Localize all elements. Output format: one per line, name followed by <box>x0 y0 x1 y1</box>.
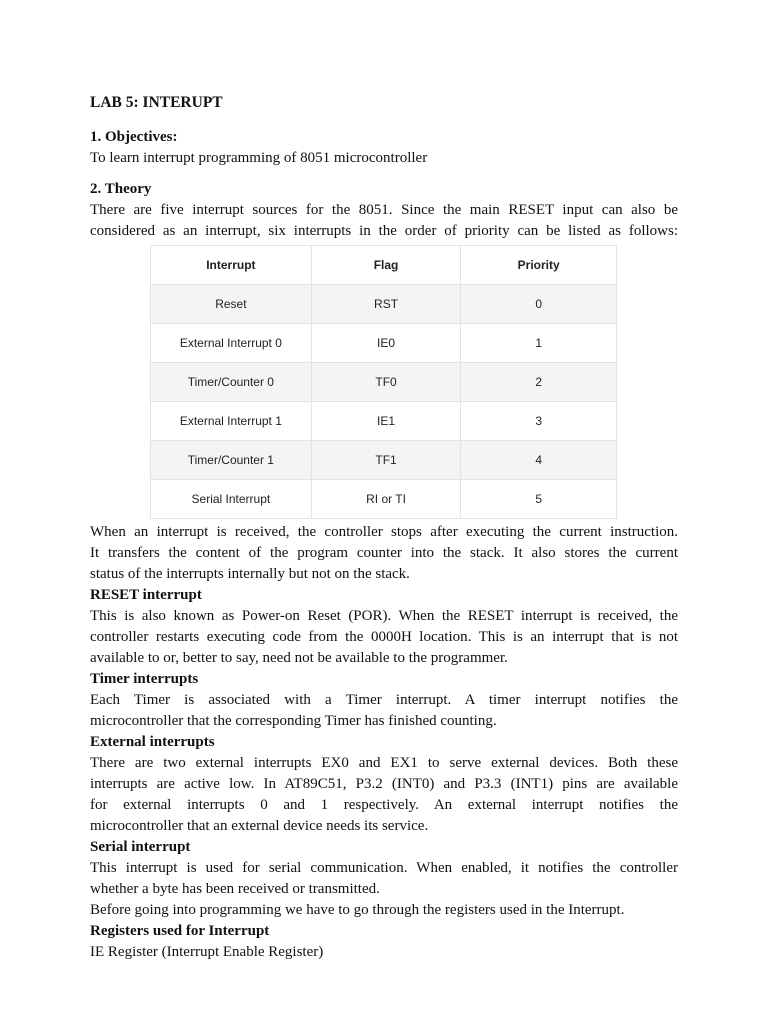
serial-line: whether a byte has been received or transmitted. <box>90 881 380 897</box>
serial-line: Before going into programming we have to go through the registers used in the Interrupt. <box>90 902 625 918</box>
document-content <box>90 92 678 963</box>
reset-line: available to or, better to say, need not be available to the programmer. <box>90 650 508 666</box>
registers-heading: Registers used for Interrupt <box>90 923 270 939</box>
reset-line: controller restarts executing code from the 0000H location. This is an interrupt that is not <box>90 629 678 645</box>
external-line: microcontroller that an external device needs its service. <box>90 818 429 834</box>
cell-interrupt: External Interrupt 1 <box>151 402 312 441</box>
cell-priority: 4 <box>461 441 617 480</box>
cell-flag: RI or TI <box>311 480 461 519</box>
after-table-line: When an interrupt is received, the controller stops after executing the current instruction. <box>90 524 678 540</box>
table-row <box>151 441 617 480</box>
cell-flag: TF0 <box>311 363 461 402</box>
cell-priority: 0 <box>461 285 617 324</box>
theory-heading: 2. Theory <box>90 181 152 197</box>
registers-text: IE Register (Interrupt Enable Register) <box>90 944 324 960</box>
table-row <box>151 285 617 324</box>
header-flag: Flag <box>311 246 461 285</box>
theory-intro-line: There are five interrupt sources for the 8051. Since the main RESET input can also be <box>90 202 678 218</box>
cell-interrupt: Timer/Counter 0 <box>151 363 312 402</box>
table-row <box>151 402 617 441</box>
cell-priority: 5 <box>461 480 617 519</box>
cell-flag: RST <box>311 285 461 324</box>
cell-flag: IE0 <box>311 324 461 363</box>
page-title: LAB 5: INTERUPT <box>90 94 223 111</box>
external-line: There are two external interrupts EX0 and EX1 to serve external devices. Both these <box>90 755 678 771</box>
cell-priority: 1 <box>461 324 617 363</box>
serial-heading: Serial interrupt <box>90 839 191 855</box>
cell-interrupt: Reset <box>151 285 312 324</box>
serial-line: This interrupt is used for serial communication. When enabled, it notifies the controller <box>90 860 678 876</box>
table-header-row <box>151 246 617 285</box>
cell-interrupt: External Interrupt 0 <box>151 324 312 363</box>
external-heading: External interrupts <box>90 734 215 750</box>
after-table-line: It transfers the content of the program counter into the stack. It also stores the current <box>90 545 678 561</box>
header-interrupt: Interrupt <box>151 246 312 285</box>
timer-line: microcontroller that the corresponding Timer has finished counting. <box>90 713 497 729</box>
theory-intro-line: considered as an interrupt, six interrupts in the order of priority can be listed as follows: <box>90 223 678 239</box>
objectives-text: To learn interrupt programming of 8051 microcontroller <box>90 150 428 166</box>
table-row <box>151 324 617 363</box>
cell-flag: IE1 <box>311 402 461 441</box>
timer-heading: Timer interrupts <box>90 671 199 687</box>
after-table-line: status of the interrupts internally but not on the stack. <box>90 566 410 582</box>
cell-flag: TF1 <box>311 441 461 480</box>
cell-priority: 3 <box>461 402 617 441</box>
interrupt-priority-table <box>150 245 617 519</box>
reset-heading: RESET interrupt <box>90 587 202 603</box>
reset-line: This is also known as Power-on Reset (POR). When the RESET interrupt is received, the <box>90 608 678 624</box>
external-line: for external interrupts 0 and 1 respectively. An external interrupt notifies the <box>90 797 678 813</box>
table-row <box>151 363 617 402</box>
header-priority: Priority <box>461 246 617 285</box>
external-line: interrupts are active low. In AT89C51, P3.2 (INT0) and P3.3 (INT1) pins are available <box>90 776 678 792</box>
cell-priority: 2 <box>461 363 617 402</box>
table-row <box>151 480 617 519</box>
cell-interrupt: Serial Interrupt <box>151 480 312 519</box>
timer-line: Each Timer is associated with a Timer interrupt. A timer interrupt notifies the <box>90 692 678 708</box>
cell-interrupt: Timer/Counter 1 <box>151 441 312 480</box>
objectives-heading: 1. Objectives: <box>90 129 178 145</box>
